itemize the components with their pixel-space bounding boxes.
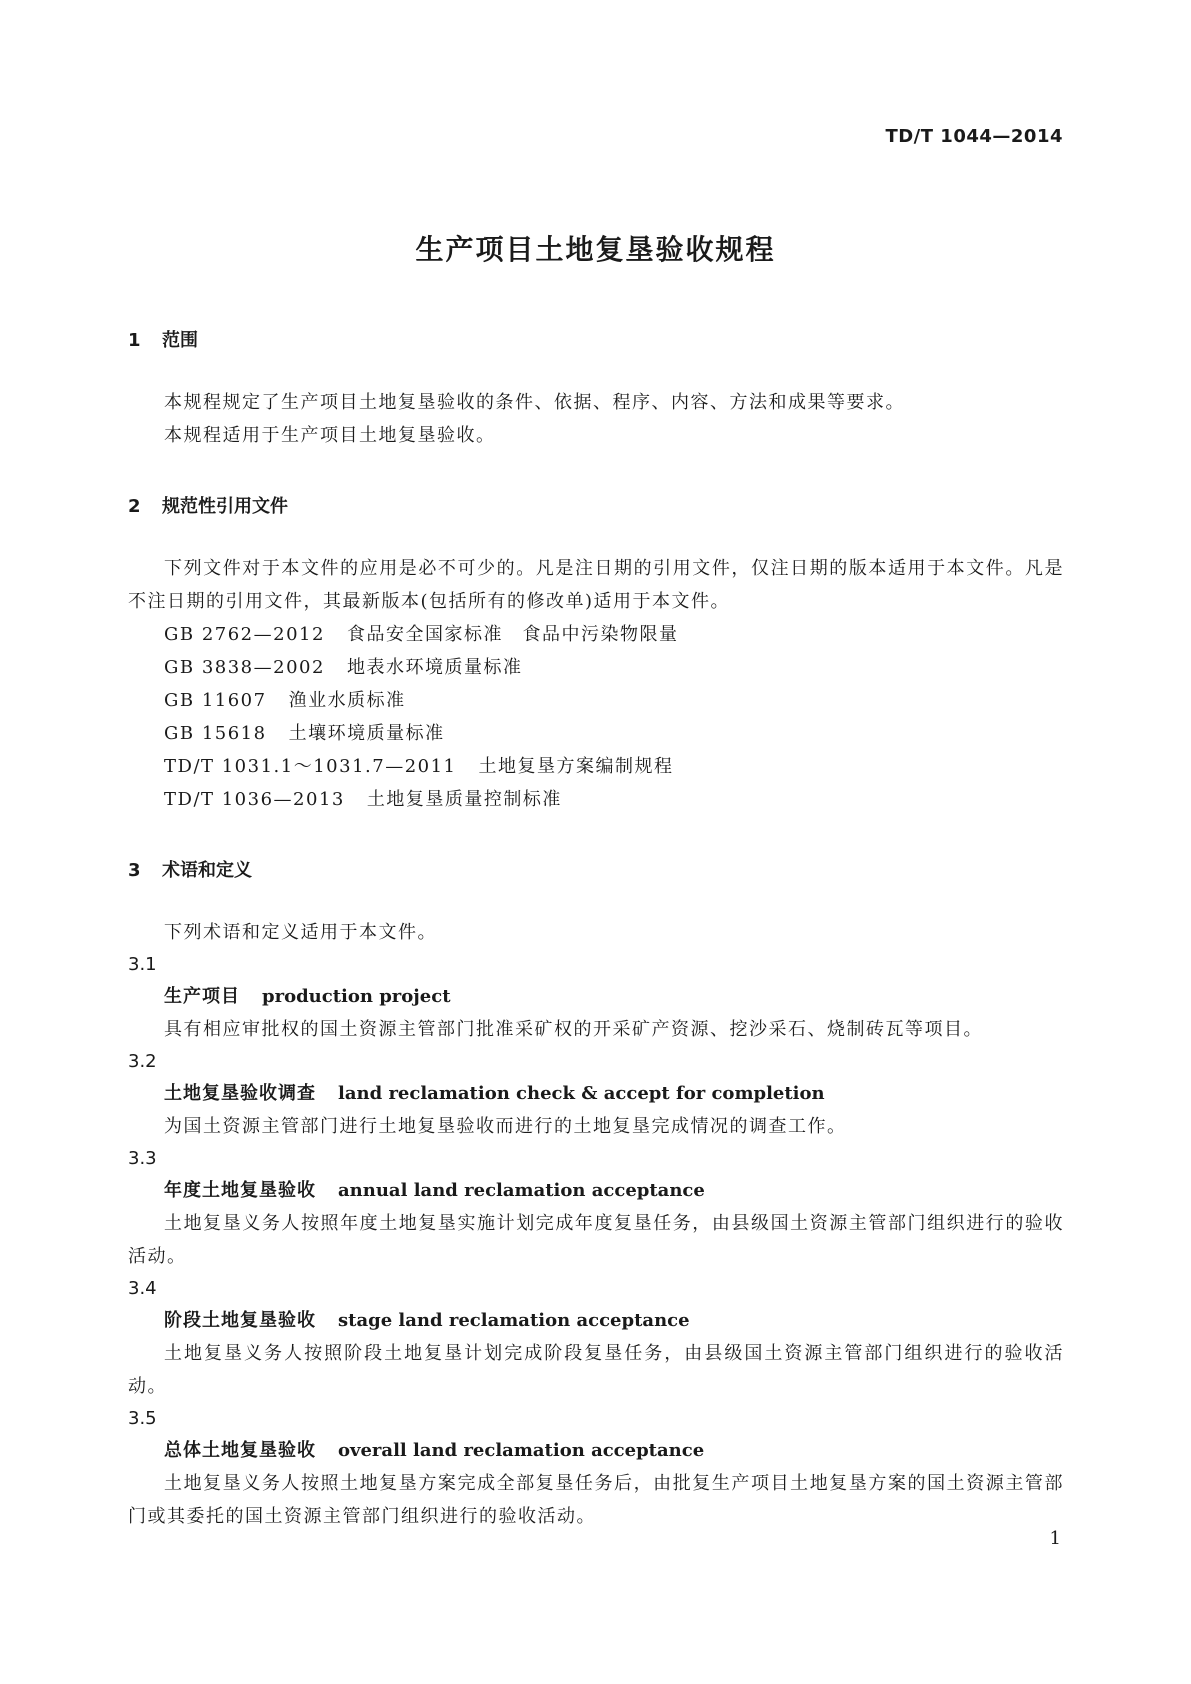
term-definition: 土地复垦义务人按照年度土地复垦实施计划完成年度复垦任务，由县级国土资源主管部门组织进行的验收活动。 xyxy=(128,1213,1064,1267)
term-heading xyxy=(128,1435,1064,1467)
reference-code: TD/T 1036—2013 xyxy=(164,789,345,810)
reference-title: 土地复垦方案编制规程 xyxy=(478,756,674,777)
term-english: annual land reclamation acceptance xyxy=(338,1180,705,1201)
reference-code: GB 11607 xyxy=(164,690,267,711)
term-definition: 具有相应审批权的国土资源主管部门批准采矿权的开采矿产资源、挖沙采石、烧制砖瓦等项目。 xyxy=(164,1019,983,1040)
reference-item xyxy=(128,717,1064,750)
term-number: 3.2 xyxy=(128,1051,157,1072)
reference-code: GB 15618 xyxy=(164,723,267,744)
paragraph: 本规程规定了生产项目土地复垦验收的条件、依据、程序、内容、方法和成果等要求。 xyxy=(164,392,905,413)
term-number: 3.4 xyxy=(128,1278,157,1299)
term-entry xyxy=(128,1403,1064,1533)
reference-list xyxy=(128,618,1064,816)
section-title: 范围 xyxy=(162,330,198,351)
term-heading xyxy=(128,1078,1064,1110)
reference-item xyxy=(128,651,1064,684)
term-chinese: 总体土地复垦验收 xyxy=(164,1440,316,1461)
section-number: 1 xyxy=(128,330,141,351)
paragraph: 下列术语和定义适用于本文件。 xyxy=(164,922,437,943)
document-body xyxy=(128,326,1064,1573)
reference-title: 食品安全国家标准 食品中污染物限量 xyxy=(346,624,679,645)
term-chinese: 年度土地复垦验收 xyxy=(164,1180,316,1201)
term-heading xyxy=(128,1175,1064,1207)
section-terms xyxy=(128,856,1064,1533)
document-code: TD/T 1044—2014 xyxy=(885,126,1063,147)
page-number: 1 xyxy=(1049,1528,1061,1549)
term-chinese: 生产项目 xyxy=(164,986,240,1007)
section-heading xyxy=(128,326,1064,356)
reference-item xyxy=(128,684,1064,717)
term-chinese: 土地复垦验收调查 xyxy=(164,1083,316,1104)
section-heading xyxy=(128,856,1064,886)
reference-item xyxy=(128,750,1064,783)
reference-item xyxy=(128,783,1064,816)
section-title: 术语和定义 xyxy=(162,860,252,881)
term-heading xyxy=(128,981,1064,1013)
term-chinese: 阶段土地复垦验收 xyxy=(164,1310,316,1331)
term-entry xyxy=(128,1046,1064,1143)
section-references xyxy=(128,492,1064,816)
term-english: stage land reclamation acceptance xyxy=(338,1310,690,1331)
section-number: 2 xyxy=(128,496,141,517)
section-scope xyxy=(128,326,1064,452)
reference-title: 地表水环境质量标准 xyxy=(346,657,523,678)
section-number: 3 xyxy=(128,860,141,881)
reference-title: 土地复垦质量控制标准 xyxy=(366,789,562,810)
paragraph: 本规程适用于生产项目土地复垦验收。 xyxy=(164,425,496,446)
reference-code: TD/T 1031.1～1031.7—2011 xyxy=(164,756,457,777)
section-title: 规范性引用文件 xyxy=(162,496,288,517)
term-definition: 土地复垦义务人按照土地复垦方案完成全部复垦任务后，由批复生产项目土地复垦方案的国土资源主管部门或其委托的国土资源主管部门组织进行的验收活动。 xyxy=(128,1473,1064,1527)
term-english: land reclamation check & accept for completion xyxy=(338,1083,825,1104)
reference-code: GB 2762—2012 xyxy=(164,624,325,645)
reference-title: 渔业水质标准 xyxy=(288,690,406,711)
term-number: 3.1 xyxy=(128,954,157,975)
reference-title: 土壤环境质量标准 xyxy=(288,723,445,744)
reference-item xyxy=(128,618,1064,651)
term-entry xyxy=(128,1143,1064,1273)
term-number: 3.3 xyxy=(128,1148,157,1169)
term-entry xyxy=(128,1273,1064,1403)
term-definition: 为国土资源主管部门进行土地复垦验收而进行的土地复垦完成情况的调查工作。 xyxy=(164,1116,847,1137)
reference-code: GB 3838—2002 xyxy=(164,657,325,678)
paragraph: 下列文件对于本文件的应用是必不可少的。凡是注日期的引用文件，仅注日期的版本适用于本文件。凡是不注日期的引用文件，其最新版本(包括所有的修改单)适用于本文件。 xyxy=(128,558,1064,612)
term-english: overall land reclamation acceptance xyxy=(338,1440,705,1461)
section-heading xyxy=(128,492,1064,522)
term-number: 3.5 xyxy=(128,1408,157,1429)
term-heading xyxy=(128,1305,1064,1337)
term-english: production project xyxy=(262,986,451,1007)
document-title: 生产项目土地复垦验收规程 xyxy=(415,233,776,266)
term-definition: 土地复垦义务人按照阶段土地复垦计划完成阶段复垦任务，由县级国土资源主管部门组织进行的验收活动。 xyxy=(128,1343,1064,1397)
term-entry xyxy=(128,949,1064,1046)
